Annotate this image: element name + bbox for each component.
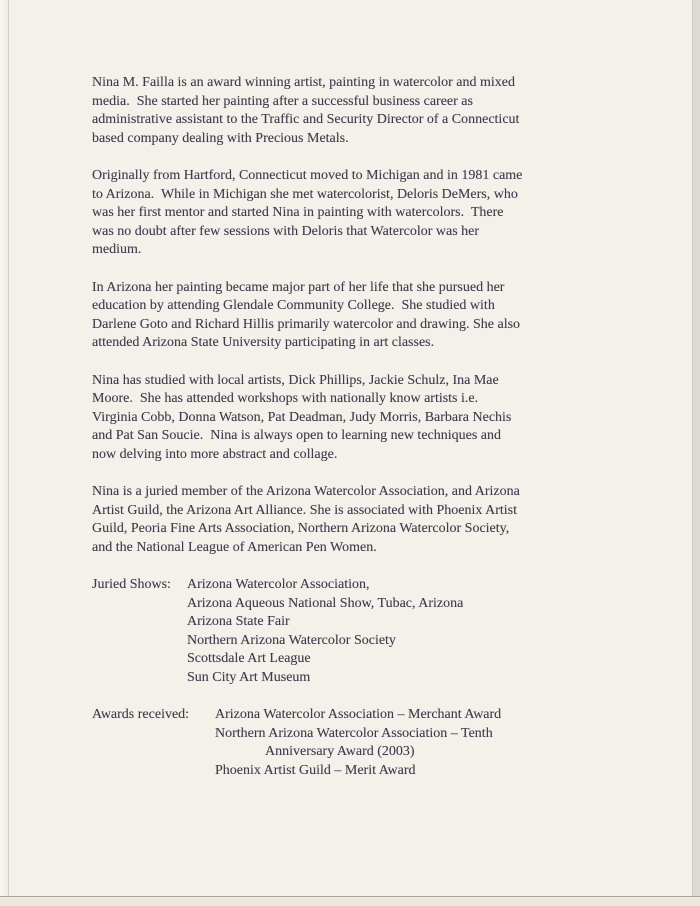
bio-paragraph: Nina is a juried member of the Arizona Watercolor Association, and Arizona Artist Guild, the Arizona Art Alliance. She is associated with Phoenix Artist Guild, Peoria Fine Arts Association, Northern Arizona Watercolor Society, and the National League of American Pen Women.: [92, 484, 520, 555]
juried-show-item: Northern Arizona Watercolor Society: [187, 632, 396, 648]
juried-show-item: Sun City Art Museum: [187, 670, 311, 685]
document-body: [92, 74, 622, 799]
bio-paragraph: Nina has studied with local artists, Dick Phillips, Jackie Schulz, Ina Mae Moore. She has attended workshops with nationally know artists i.e. Virginia Cobb, Donna Watson, Pat Deadman, Judy Morris, Barbara Nechis and Pat San Soucie. Nina is always open to learning new techniques and now delving into more abstract and collage.: [92, 372, 512, 462]
award-line: Arizona Watercolor Association – Merchant Award: [215, 707, 502, 723]
juried-show-item: Scottsdale Art League: [187, 651, 311, 667]
awards-section: [92, 706, 622, 780]
award-line-continuation: Anniversary Award (2003): [265, 744, 415, 760]
award-line: Phoenix Artist Guild – Merit Award: [215, 762, 416, 778]
juried-shows-list: [187, 576, 622, 688]
awards-received-label: Awards received:: [92, 707, 190, 723]
juried-shows-section: [92, 576, 622, 688]
scan-right-edge: [692, 0, 700, 906]
bio-paragraph: Nina M. Failla is an award winning artist, painting in watercolor and mixed media. She started her painting after a successful business career as administrative assistant to the Traffic and Security Director of a Connecticut based company dealing with Precious Metals.: [92, 75, 520, 146]
scan-left-edge: [0, 0, 9, 906]
scan-bottom-edge: [0, 896, 700, 906]
bio-paragraph: Originally from Hartford, Connecticut moved to Michigan and in 1981 came to Arizona. While in Michigan she met watercolorist, Deloris DeMers, who was her first mentor and started Nina in painting with watercolors. There was no doubt after few sessions with Deloris that Watercolor was her medium.: [92, 167, 523, 258]
juried-show-item: Arizona Watercolor Association,: [187, 577, 370, 593]
juried-shows-label: Juried Shows:: [92, 577, 171, 593]
award-line: Northern Arizona Watercolor Association – Tenth: [215, 725, 493, 741]
juried-show-item: Arizona State Fair: [187, 614, 290, 630]
bio-paragraph: In Arizona her painting became major part of her life that she pursued her education by attending Glendale Community College. She studied with Darlene Goto and Richard Hillis primarily watercolor and drawing. She also attended Arizona State University participating in art classes.: [92, 279, 521, 351]
juried-show-item: Arizona Aqueous National Show, Tubac, Arizona: [187, 595, 464, 611]
awards-list: [215, 706, 622, 780]
